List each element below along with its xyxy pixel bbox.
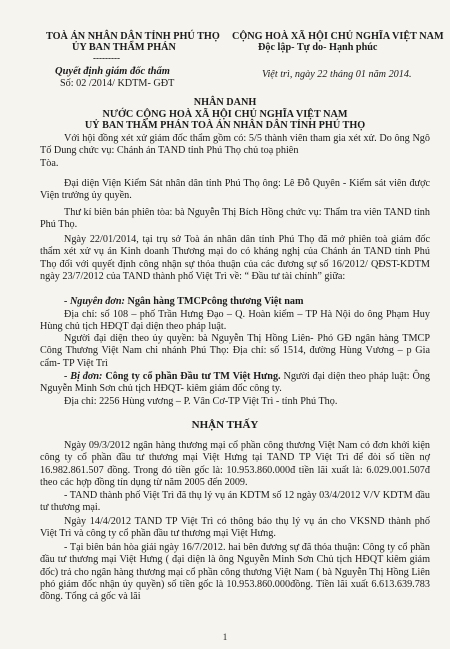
plaintiff-name: Ngân hàng TMCPcông thương Việt nam (124, 296, 304, 307)
finding-paragraph-2: - TAND thành phố Việt Trì đã thụ lý vụ án KDTM số 12 ngày 03/4/2012 V/V KDTM đầu tư thương mại. (40, 490, 430, 514)
defendant-label: - Bị đơn: (64, 371, 103, 382)
heading-line-1: NHÂN DANH (193, 97, 257, 108)
heading-line-2: NƯỚC CỘNG HOÀ XÃ HỘI CHỦ NGHĨA VIỆT NAM (102, 109, 348, 120)
defendant-name: Công ty cổ phần Đầu tư TM Việt Hưng. (102, 371, 281, 382)
plaintiff-line (40, 296, 430, 308)
clerk-paragraph: Thư kí biên bản phiên tòa: bà Nguyễn Thị Bích Hồng chức vụ: Thẩm tra viên TAND tỉnh Phú Thọ. (40, 207, 430, 231)
findings-title: NHẬN THẤY (191, 419, 259, 431)
decision-title: Quyết định giám đốc thẩm (55, 66, 170, 77)
nation-name: CỘNG HOÀ XÃ HỘI CHỦ NGHĨA VIỆT NAM (232, 31, 444, 42)
plaintiff-label: - Nguyên đơn: (64, 296, 125, 307)
finding-paragraph-4: - Tại biên bản hòa giải ngày 16/7/2012. hai bên đương sự đã thỏa thuận: Công ty cổ phần đầu tư thương mại Việt Hưng ( đại diện là ông Nguyễn Minh Sơn Chủ tịch HĐQT kiêm giám đốc) trả cho ngân hàng thương mại cổ phần công thương Việt Nam ( bà Nguyễn Thị Hồng Liên phó giám đốc nhận ủy quyền) số tiền gốc là 10.953.860.000đồng. Tiền lãi xuất 6.613.639.783 đồng. Tổng cả gốc và lãi (40, 542, 430, 603)
procuracy-paragraph: Đại diện Viện Kiểm Sát nhân dân tỉnh Phú Thọ ông: Lê Đỗ Quyên - Kiểm sát viên được Viện trưởng ủy quyền. (40, 178, 430, 202)
court-committee: ỦY BAN THẨM PHÁN (72, 42, 176, 53)
court-name: TOÀ ÁN NHÂN DÂN TỈNH PHÚ THỌ (46, 31, 220, 42)
defendant-representative: Người đại diện theo pháp luật: Ông Nguyễn Minh Sơn chủ tịch HĐQT- kiêm giám đốc công ty. (40, 371, 431, 395)
finding-paragraph-1: Ngày 09/3/2012 ngân hàng thương mại cổ phần công thương Việt Nam có đơn khởi kiện công ty cổ phần đầu tư thương mại Việt Hưng tại TAND TP Việt Trì để đòi số tiền nợ 16.982.861.507 đồng. Trong đó tiền gốc là: 10.953.860.000đ tiền lãi xuất là: 6.029.001.507đ theo các hợp đồng tín dụng từ năm 2005 đến 2009. (40, 440, 430, 488)
page-number: 1 (222, 632, 228, 642)
hearing-paragraph: Ngày 22/01/2014, tại trụ sở Toà án nhân dân tỉnh Phú Thọ đã mở phiên toà giám đốc thẩm xét xử vụ án Kinh doanh Thương mại do có kháng nghị của Chánh án TAND tỉnh Phú Thọ đối với quyết định công nhận sự thỏa thuận của các đương sự số 16/2012/ QĐST-KDTM ngày 23/7/2012 của TAND thành phố Việt Trì về: “ Đầu tư tài chính” giữa: (40, 234, 430, 282)
plaintiff-detail: Địa chỉ: số 108 – phố Trần Hưng Đạo – Q. Hoàn kiếm – TP Hà Nội do ông Phạm Huy Hùng chủ tịch HĐQT đại diện theo pháp luật. (40, 309, 430, 333)
finding-paragraph-3: Ngày 14/4/2012 TAND TP Việt Trì có thông báo thụ lý vụ án cho VKSND thành phố Việt Trì và công ty cổ phần đầu tư thương mại Việt Hưng. (40, 516, 430, 540)
decision-number: Số: 02 /2014/ KDTM- GĐT (60, 78, 175, 89)
plaintiff-representative: Người đại diện theo ủy quyền: bà Nguyễn Thị Hồng Liên- Phó GĐ ngân hàng TMCP Công Thương Việt Nam chi nhánh Phú Thọ: Địa chỉ: số 1514, đường Hùng Vương – p Gia cẩm- TP Việt Trì (40, 333, 430, 369)
defendant-line (40, 371, 430, 396)
heading-line-3: UỶ BAN THẨM PHÁN TOÀ ÁN NHÂN DÂN TỈNH PHÚ THỌ (84, 120, 366, 131)
nation-motto: Độc lập- Tự do- Hạnh phúc (258, 42, 378, 53)
panel-paragraph: Với hội đồng xét xử giám đốc thẩm gồm có: 5/5 thành viên tham gia xét xử. Do ông Ngô Tố Dung chức vụ: Chánh án TAND tỉnh Phú Thọ chủ toạ phiên (40, 133, 430, 157)
court-dashes: --------- (93, 53, 120, 63)
place-date: Việt trì, ngày 22 tháng 01 năm 2014. (262, 69, 412, 80)
panel-paragraph-end: Tòa. (40, 158, 59, 169)
defendant-address: Địa chỉ: 2256 Hùng vương – P. Vân Cơ-TP Việt Trì - tỉnh Phú Thọ. (64, 396, 338, 407)
